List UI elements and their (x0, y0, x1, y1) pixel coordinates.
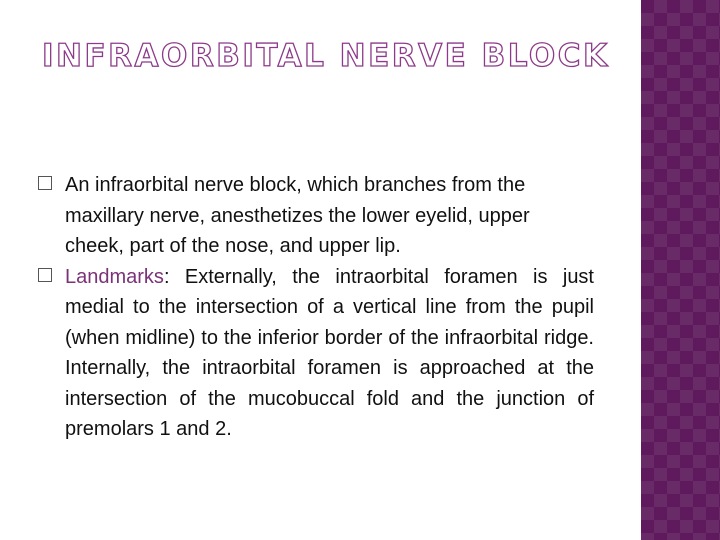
bullet-text: An infraorbital nerve block, which branches from the maxillary nerve, anesthetizes the lower eyelid, upper cheek, part of the nose, and upper lip. (65, 174, 530, 257)
bullet-text: : Externally, the intraorbital foramen is just medial to the intersection of a vertical line from the pupil (when midline) to the inferior border of the infraorbital ridge. Internally, the intraorbital foramen is approached at the intersection of the mucobuccal fold and the junction of premolars 1 and 2. (65, 265, 594, 440)
bullet-item (38, 262, 594, 445)
landmarks-label: Landmarks (65, 265, 164, 288)
slide-body (38, 170, 594, 445)
bullet-square-icon (38, 268, 52, 282)
decorative-sidebar (641, 0, 720, 540)
bullet-item (38, 170, 594, 262)
bullet-square-icon (38, 176, 52, 190)
slide-title: INFRAORBITAL NERVE BLOCK (42, 38, 610, 74)
